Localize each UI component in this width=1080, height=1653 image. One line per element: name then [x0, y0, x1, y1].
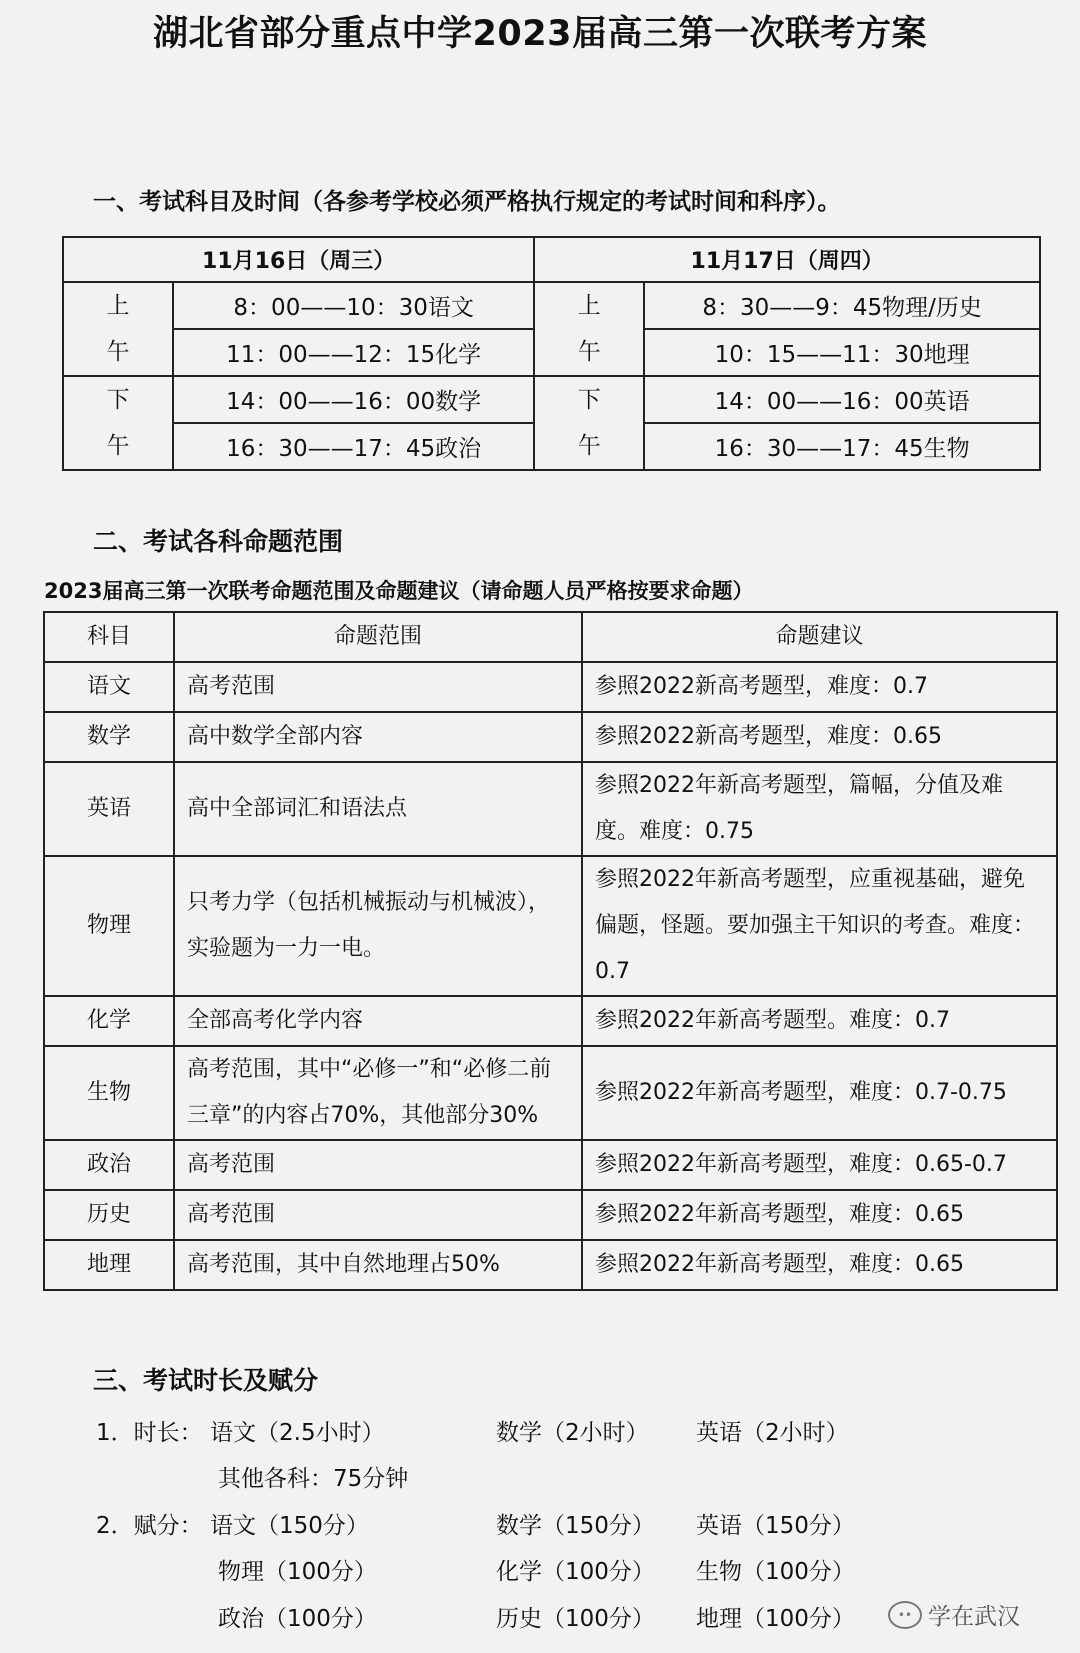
score-item: 化学（100分）: [496, 1559, 655, 1585]
table-row: [44, 1240, 1057, 1290]
duration-item: 语文（2.5小时）: [210, 1420, 385, 1446]
table-row: [44, 856, 1057, 996]
column-header: 命题建议: [582, 612, 1057, 662]
score-item: 物理（100分）: [218, 1559, 377, 1585]
day2-slot-3: 14：00——16：00英语: [644, 376, 1040, 423]
score-item: 生物（100分）: [696, 1559, 855, 1585]
section2-heading: 二、考试各科命题范围: [93, 527, 344, 556]
scope-cell: 高考范围，其中“必修一”和“必修二前三章”的内容占70%，其他部分30%: [174, 1046, 582, 1140]
subject-cell: 地理: [44, 1240, 174, 1290]
watermark: [888, 1598, 1020, 1631]
advice-cell: 参照2022年新高考题型，篇幅，分值及难度。难度：0.75: [582, 762, 1057, 856]
advice-cell: 参照2022年新高考题型，难度：0.7-0.75: [582, 1046, 1057, 1140]
table-row: [44, 1140, 1057, 1190]
table-row: [44, 1190, 1057, 1240]
subject-cell: 英语: [44, 762, 174, 856]
scope-cell: 高考范围: [174, 1140, 582, 1190]
subject-cell: 生物: [44, 1046, 174, 1140]
duration-item: 英语（2小时）: [696, 1420, 849, 1446]
subject-cell: 政治: [44, 1140, 174, 1190]
watermark-text: 学在武汉: [928, 1604, 1020, 1630]
table-row: [44, 712, 1057, 762]
scope-cell: 高考范围: [174, 1190, 582, 1240]
subject-cell: 历史: [44, 1190, 174, 1240]
pm-label-char: 午: [106, 433, 130, 459]
day1-pm-label: [63, 376, 173, 470]
pm-label-char: 下: [106, 387, 130, 413]
scope-cell: 高中全部词汇和语法点: [174, 762, 582, 856]
section3-heading: 三、考试时长及赋分: [93, 1366, 319, 1395]
column-header: 科目: [44, 612, 174, 662]
scope-cell: 高中数学全部内容: [174, 712, 582, 762]
score-item: 地理（100分）: [696, 1606, 855, 1632]
am-label-char: 上: [106, 293, 130, 319]
pm-label-char: 下: [577, 387, 601, 413]
score-item: 政治（100分）: [218, 1606, 377, 1632]
score-item: 语文（150分）: [210, 1513, 369, 1539]
day2-slot-4: 16：30——17：45生物: [644, 423, 1040, 470]
section2-subheading: 2023届高三第一次联考命题范围及命题建议（请命题人员严格按要求命题）: [44, 579, 754, 603]
page-title: 湖北省部分重点中学2023届高三第一次联考方案: [153, 14, 927, 54]
day1-am-label: [63, 282, 173, 376]
day2-am-label: [534, 282, 644, 376]
duration-item: 数学（2小时）: [496, 1420, 649, 1446]
day1-slot-1: 8：00——10：30语文: [173, 282, 534, 329]
advice-cell: 参照2022年新高考题型，应重视基础，避免偏题，怪题。要加强主干知识的考查。难度：0.7: [582, 856, 1057, 996]
day2-slot-2: 10：15——11：30地理: [644, 329, 1040, 376]
scope-cell: 高考范围: [174, 662, 582, 712]
table-row: [44, 762, 1057, 856]
duration-other: 其他各科：75分钟: [218, 1466, 409, 1492]
day1-slot-4: 16：30——17：45政治: [173, 423, 534, 470]
am-label-char: 午: [106, 339, 130, 365]
advice-cell: 参照2022年新高考题型，难度：0.65-0.7: [582, 1140, 1057, 1190]
scope-cell: 全部高考化学内容: [174, 996, 582, 1046]
score-item: 英语（150分）: [696, 1513, 855, 1539]
day2-slot-1: 8：30——9：45物理/历史: [644, 282, 1040, 329]
am-label-char: 上: [577, 293, 601, 319]
pm-label-char: 午: [577, 433, 601, 459]
score-label: 2．赋分：: [96, 1513, 203, 1539]
table-row: [44, 662, 1057, 712]
day1-date: 11月16日（周三）: [63, 237, 534, 282]
table-row: [44, 1046, 1057, 1140]
day2-date: 11月17日（周四）: [534, 237, 1040, 282]
subject-cell: 语文: [44, 662, 174, 712]
advice-cell: 参照2022年新高考题型，难度：0.65: [582, 1190, 1057, 1240]
advice-cell: 参照2022年新高考题型，难度：0.65: [582, 1240, 1057, 1290]
advice-cell: 参照2022新高考题型，难度：0.65: [582, 712, 1057, 762]
table-row: [44, 996, 1057, 1046]
scope-table: [43, 611, 1058, 1291]
subject-cell: 数学: [44, 712, 174, 762]
score-item: 数学（150分）: [496, 1513, 655, 1539]
wechat-icon: ••: [888, 1601, 922, 1629]
subject-cell: 化学: [44, 996, 174, 1046]
day2-pm-label: [534, 376, 644, 470]
advice-cell: 参照2022新高考题型，难度：0.7: [582, 662, 1057, 712]
scope-cell: 只考力学（包括机械振动与机械波），实验题为一力一电。: [174, 856, 582, 996]
exam-schedule-table: [62, 236, 1041, 471]
scope-cell: 高考范围，其中自然地理占50%: [174, 1240, 582, 1290]
column-header: 命题范围: [174, 612, 582, 662]
score-item: 历史（100分）: [496, 1606, 655, 1632]
am-label-char: 午: [577, 339, 601, 365]
advice-cell: 参照2022年新高考题型。难度：0.7: [582, 996, 1057, 1046]
section1-heading: 一、考试科目及时间（各参考学校必须严格执行规定的考试时间和科序）。: [93, 189, 841, 215]
day1-slot-3: 14：00——16：00数学: [173, 376, 534, 423]
duration-label: 1．时长：: [96, 1420, 203, 1446]
day1-slot-2: 11：00——12：15化学: [173, 329, 534, 376]
subject-cell: 物理: [44, 856, 174, 996]
